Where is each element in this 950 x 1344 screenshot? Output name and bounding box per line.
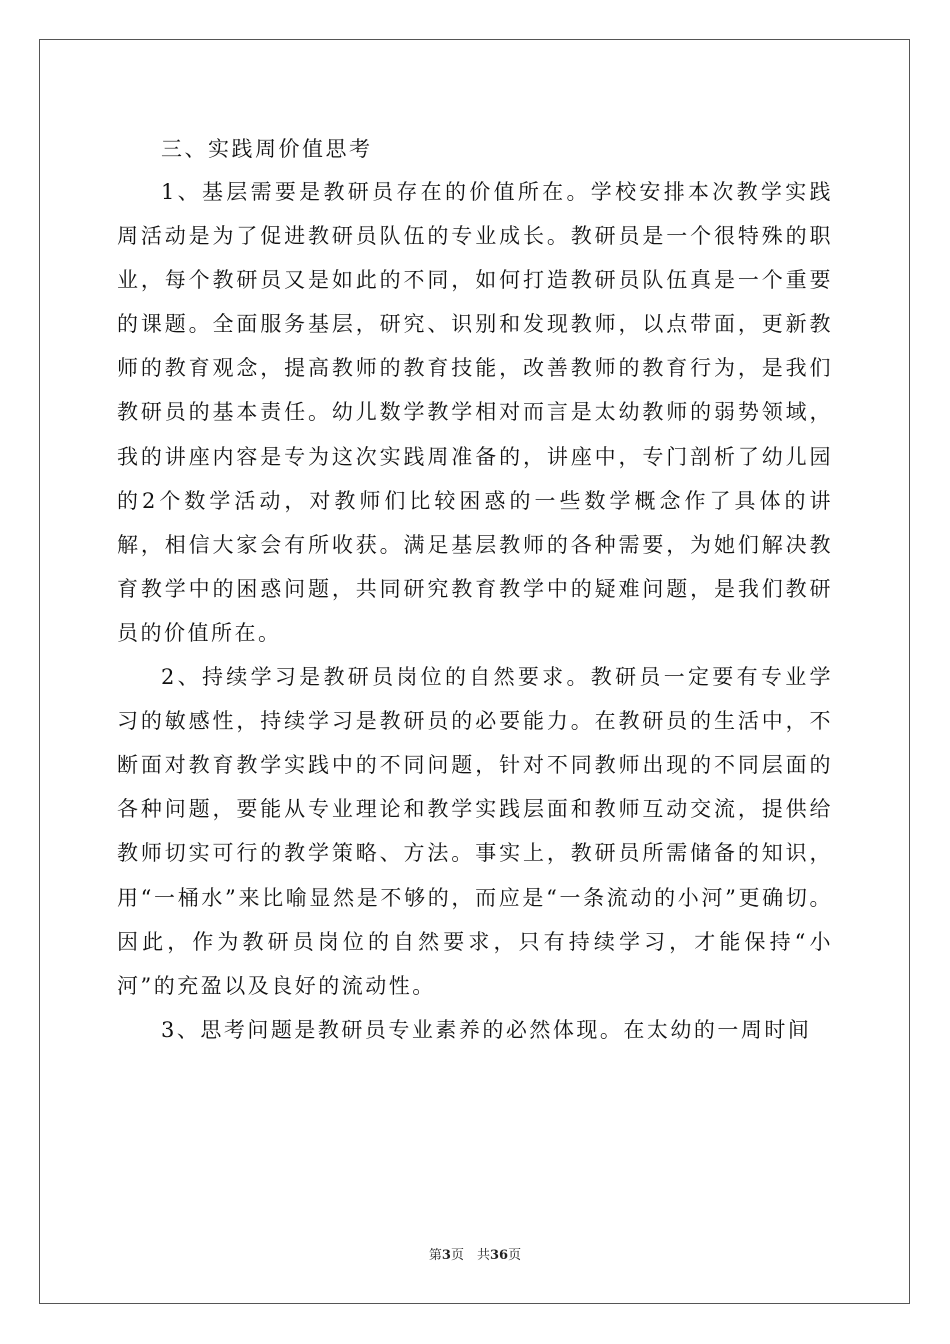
- footer-middle: 页 共: [450, 1248, 490, 1263]
- footer-prefix: 第: [428, 1248, 442, 1263]
- page-footer: [0, 1244, 950, 1263]
- footer-suffix: 页: [508, 1248, 522, 1263]
- paragraph-3: 3、思考问题是教研员专业素养的必然体现。在太幼的一周时间: [161, 1017, 812, 1042]
- document-body: [117, 128, 833, 1052]
- paragraph-1: 1、基层需要是教研员存在的价值所在。学校安排本次教学实践周活动是为了促进教研员队伍的专业成长。教研员是一个很特殊的职业，每个教研员又是如此的不同，如何打造教研员队伍真是一个重要的课题。全面服务基层，研究、识别和发现教师，以点带面，更新教师的教育观念，提高教师的教育技能，改善教师的教育行为，是我们教研员的基本责任。幼儿数学教学相对而言是太幼教师的弱势领域，我的讲座内容是专为这次实践周准备的，讲座中，专门剖析了幼儿园的2个数学活动，对教师们比较困惑的一些数学概念作了具体的讲解，相信大家会有所收获。满足基层教师的各种需要，为她们解决教育教学中的困惑问题，共同研究教育教学中的疑难问题，是我们教研员的价值所在。: [117, 180, 833, 645]
- total-page-number: 36: [489, 1248, 509, 1263]
- current-page-number: 3: [441, 1248, 451, 1263]
- section-heading: 三、实践周价值思考: [161, 137, 373, 161]
- paragraph-2: 2、持续学习是教研员岗位的自然要求。教研员一定要有专业学习的敏感性，持续学习是教研员的必要能力。在教研员的生活中，不断面对教育教学实践中的不同问题，针对不同教师出现的不同层面的各种问题，要能从专业理论和教学实践层面和教师互动交流，提供给教师切实可行的教学策略、方法。事实上，教研员所需储备的知识，用“一桶水”来比喻显然是不够的，而应是“一条流动的小河”更确切。因此，作为教研员岗位的自然要求，只有持续学习，才能保持“小河”的充盈以及良好的流动性。: [117, 665, 833, 998]
